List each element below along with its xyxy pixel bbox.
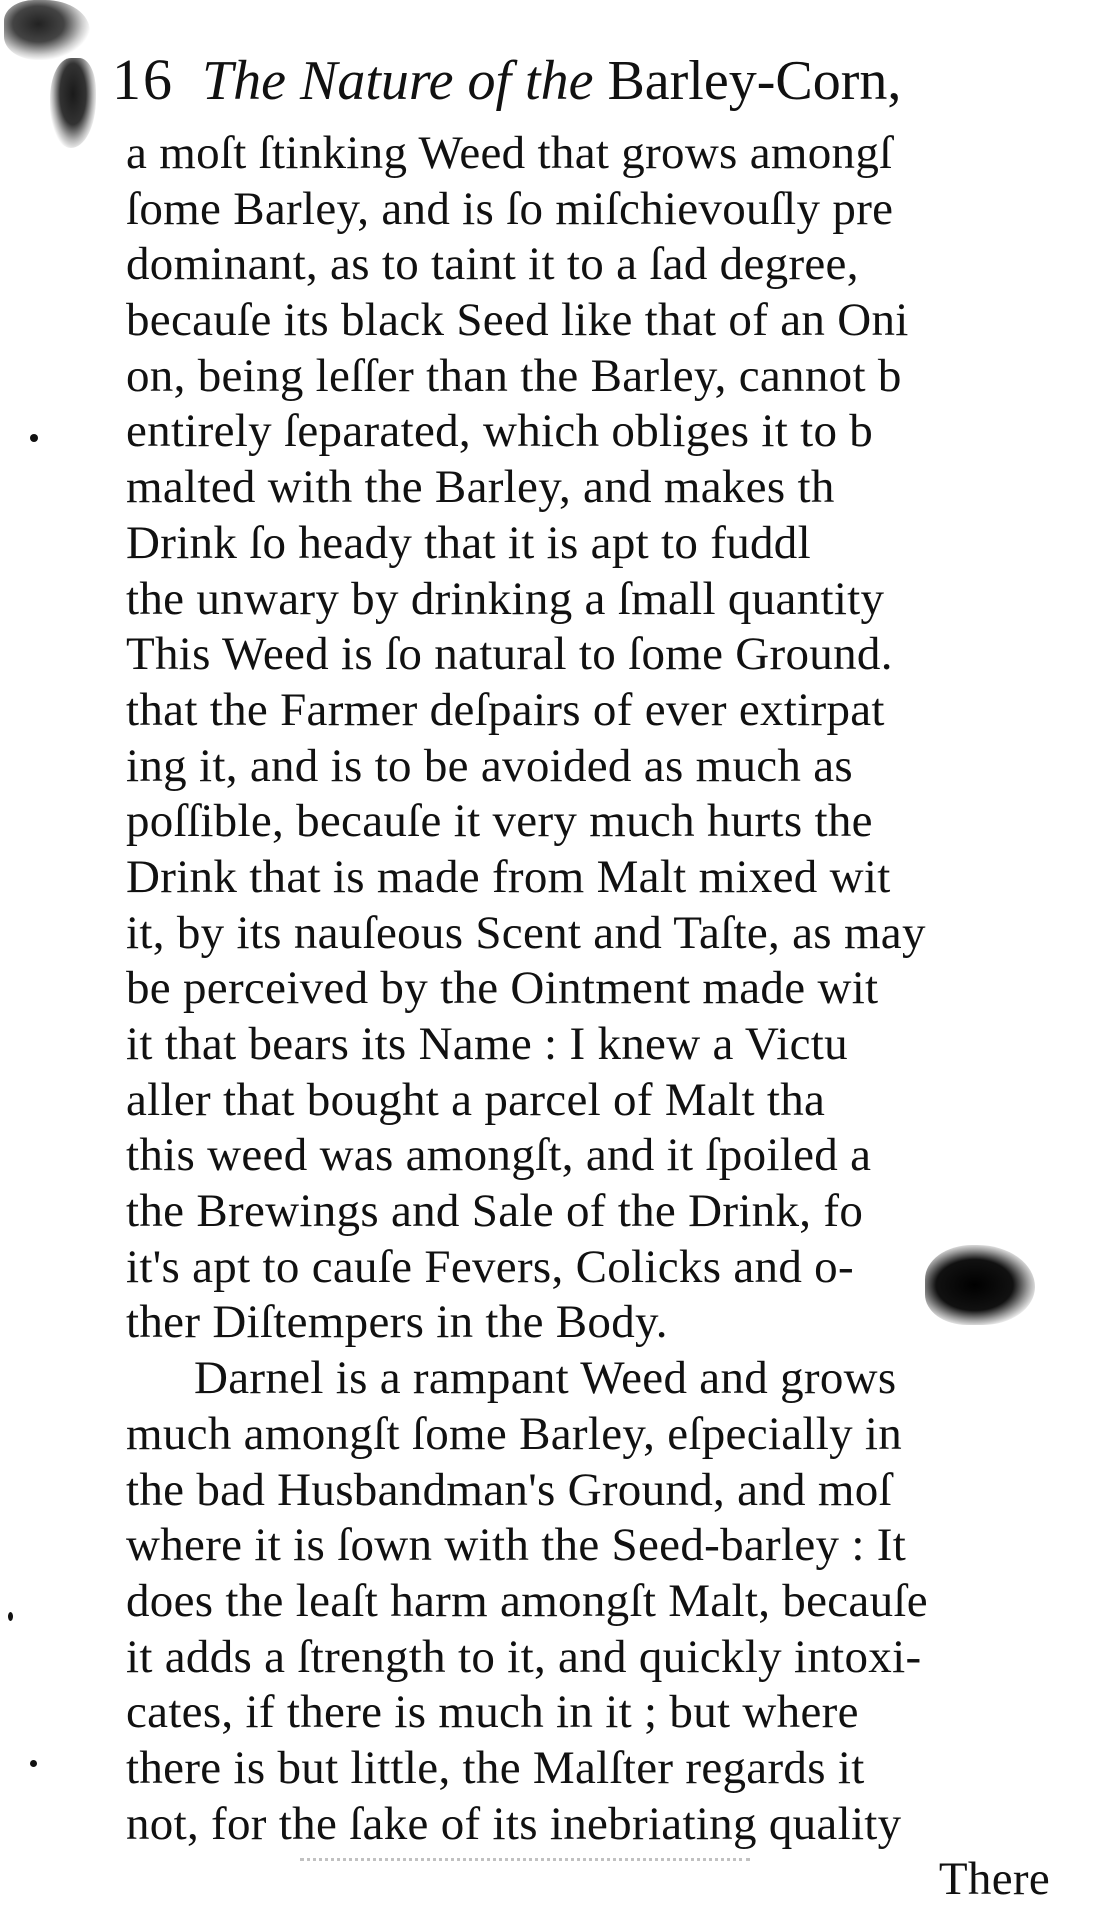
text-line: This Weed is ſo natural to ſome Ground. xyxy=(126,628,893,681)
ink-stain-left xyxy=(50,58,96,148)
ink-speck xyxy=(8,1612,13,1621)
text-line: does the leaſt harm amongſt Malt, becauſe xyxy=(126,1574,928,1627)
text-line: malted with the Barley, and makes th xyxy=(126,461,835,514)
text-line: becauſe its black Seed like that of an Oni xyxy=(126,294,909,347)
ink-stain-top xyxy=(4,0,90,60)
text-line: much amongſt ſome Barley, eſpecially in xyxy=(126,1407,903,1460)
text-line: it that bears its Name : I knew a Victu xyxy=(126,1018,848,1070)
text-line: Drink that is made from Malt mixed wit xyxy=(126,850,891,903)
text-line: the bad Husbandman's Ground, and moſ xyxy=(126,1463,892,1516)
text-line: entirely ſeparated, which obliges it to b xyxy=(126,405,874,458)
text-line: dominant, as to taint it to a ſad degree, xyxy=(126,238,859,291)
text-line: that the Farmer deſpairs of ever extirpat xyxy=(126,683,885,736)
ink-speck xyxy=(30,1760,37,1767)
text-line: ſome Barley, and is ſo miſchievouſly pre xyxy=(126,182,894,235)
text-line: the Brewings and Sale of the Drink, fo xyxy=(126,1185,864,1238)
body-text xyxy=(126,126,1056,1906)
ink-speck xyxy=(30,434,38,442)
catchword: There xyxy=(938,1853,1050,1906)
text-line: aller that bought a parcel of Malt tha xyxy=(126,1073,826,1126)
text-line: it's apt to cauſe Fevers, Colicks and o- xyxy=(126,1240,854,1293)
text-line: cates, if there is much in it ; but where xyxy=(126,1686,859,1739)
text-line: be perceived by the Ointment made wit xyxy=(126,962,879,1015)
text-line: it, by its nauſeous Scent and Taſte, as may xyxy=(126,906,926,959)
text-line: on, being leſſer than the Barley, cannot b xyxy=(126,349,902,402)
header-title-roman: Barley-Corn, xyxy=(607,50,902,112)
text-line: where it is ſown with the Seed-barley : It xyxy=(126,1519,907,1572)
text-line: not, for the ſake of its inebriating quality xyxy=(126,1797,902,1850)
text-line: poſſible, becauſe it very much hurts the xyxy=(126,795,873,848)
text-line: it adds a ſtrength to it, and quickly intoxi- xyxy=(126,1630,922,1683)
running-header xyxy=(112,46,1042,126)
text-line: this weed was amongſt, and it ſpoiled a xyxy=(126,1129,872,1182)
header-title-italic: The Nature of the xyxy=(202,50,594,112)
text-line: there is but little, the Malſter regards it xyxy=(126,1741,865,1794)
text-line: ing it, and is to be avoided as much as xyxy=(126,739,854,792)
text-line: ther Diſtempers in the Body. xyxy=(126,1296,668,1349)
page-number: 16 xyxy=(112,47,174,112)
text-line: Drink ſo heady that it is apt to fuddl xyxy=(126,516,811,569)
paragraph-start-line: Darnel is a rampant Weed and grows xyxy=(194,1352,897,1405)
text-line: a moſt ſtinking Weed that grows amongſ xyxy=(126,127,893,179)
dotted-rule xyxy=(300,1858,750,1867)
text-line: the unwary by drinking a ſmall quantity xyxy=(126,572,885,625)
